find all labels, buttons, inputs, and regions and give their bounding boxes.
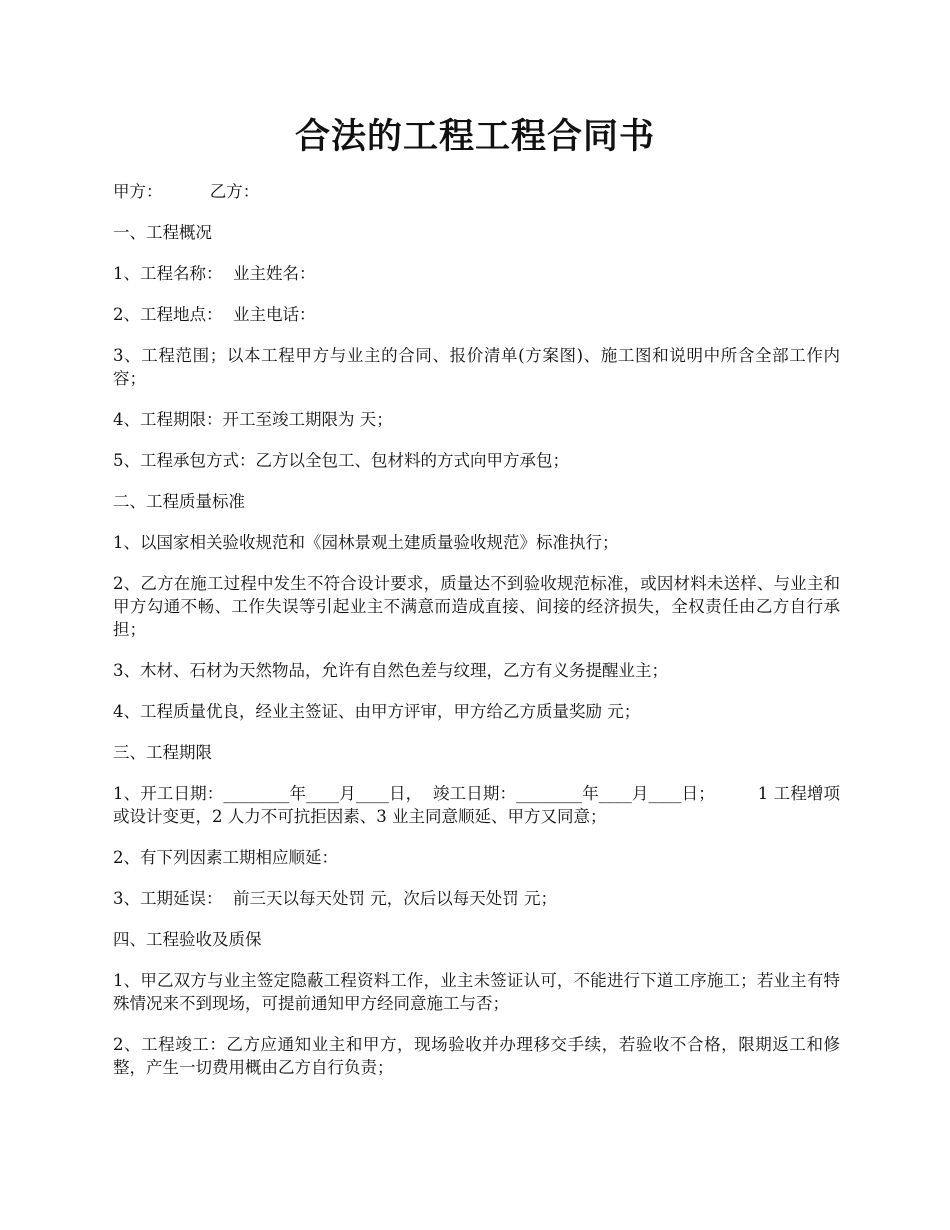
clause: 5、工程承包方式：乙方以全包工、包材料的方式向甲方承包； — [113, 451, 569, 470]
section-heading-2: 二、工程质量标准 — [113, 492, 245, 511]
clause: 1、以国家相关验收规范和《园林景观土建质量验收规范》标准执行； — [113, 533, 619, 552]
clause: 2、有下列因素工期相应顺延： — [113, 848, 338, 867]
section-heading-4: 四、工程验收及质保 — [113, 930, 262, 949]
document-body — [113, 180, 840, 1097]
section-heading-1: 一、工程概况 — [113, 223, 212, 242]
clause: 2、乙方在施工过程中发生不符合设计要求，质量达不到验收规范标准，或因材料未送样、与业主和甲方勾通不畅、工作失误等引起业主不满意而造成直接、间接的经济损失，全权责任由乙方自行承担； — [113, 574, 840, 639]
party-line: 甲方： 乙方： — [113, 182, 260, 201]
clause: 3、木材、石材为天然物品，允许有自然色差与纹理，乙方有义务提醒业主； — [113, 661, 668, 680]
document-title: 合法的工程工程合同书 — [294, 116, 655, 157]
clause: 1、工程名称： 业主姓名： — [113, 264, 316, 283]
clause: 1、开工日期：________年____月____日， 竣工日期：________年____月____日； 1 工程增项或设计变更，2 人力不可抗拒因素、3 业主同意顺延、甲方又同意； — [113, 784, 840, 826]
clause: 1、甲乙双方与业主签定隐蔽工程资料工作，业主未签证认可，不能进行下道工序施工；若业主有特殊情况来不到现场，可提前通知甲方经同意施工与否； — [113, 971, 840, 1013]
clause: 2、工程竣工：乙方应通知业主和甲方，现场验收并办理移交手续，若验收不合格，限期返工和修整，产生一切费用概由乙方自行负责； — [113, 1035, 840, 1077]
section-heading-3: 三、工程期限 — [113, 743, 212, 762]
clause: 2、工程地点： 业主电话： — [113, 305, 316, 324]
clause: 3、工程范围；以本工程甲方与业主的合同、报价清单(方案图)、施工图和说明中所含全部工作内容； — [113, 346, 840, 388]
clause: 3、工期延误： 前三天以每天处罚 元，次后以每天处罚 元； — [113, 889, 557, 908]
clause: 4、工程质量优良，经业主签证、由甲方评审，甲方给乙方质量奖励 元； — [113, 702, 641, 721]
clause: 4、工程期限：开工至竣工期限为 天； — [113, 410, 393, 429]
